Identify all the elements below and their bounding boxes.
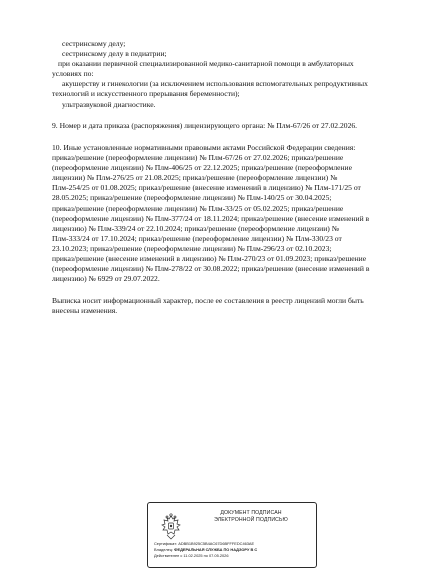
activity-list: [52, 39, 398, 110]
other-info-line: (переоформление лицензии) № Плм-406/25 от 22.12.2025; приказ/решение (переоформление: [52, 163, 352, 173]
owner-value: ФЕДЕРАЛЬНАЯ СЛУЖБА ПО НАДЗОРУ В С: [174, 547, 258, 553]
activity-line: технологий и искусственного прерывания беременности);: [52, 89, 240, 99]
stamp-title: [192, 510, 310, 524]
other-info-line: Плм-333/24 от 17.10.2024; приказ/решение (переоформление лицензии) № Плм-330/23 от: [52, 233, 342, 243]
certificate-value: ADBB1B925C5B4AC67D6BFFFEDC463AE: [178, 541, 255, 546]
other-info-line: приказ/решение (внесение изменений в лицензию) № Плм-270/23 от 01.09.2023; приказ/решение: [52, 254, 367, 264]
other-info-line: 23.10.2023; приказ/решение (переоформление лицензии) № Плм-296/23 от 02.10.2023;: [52, 243, 332, 253]
activity-line: акушерству и гинекологии (за исключением использования вспомогательных репродуктивных: [62, 79, 368, 89]
other-info-line: (переоформление лицензии) № Плм-377/24 от 18.11.2024; приказ/решение (внесение изменений в: [52, 213, 370, 223]
certificate-label: Сертификат:: [154, 541, 178, 546]
stamp-details: [154, 541, 312, 559]
validity-row: Действителен с 11.02.2025 по 07.05.2026: [154, 553, 229, 559]
other-info-section: [52, 143, 398, 284]
activity-line: условиях по:: [52, 69, 94, 79]
coat-of-arms-icon: [158, 513, 184, 543]
other-info-line: (переоформление лицензии) № Плм-278/22 от 30.08.2022; приказ/решение (внесение изменений в: [52, 264, 370, 274]
other-info-line: приказ/решение (переоформление лицензии) № Плм-33/25 от 05.02.2025; приказ/решение: [52, 203, 344, 213]
activity-line: при оказании первичной специализированной медико-санитарной помощи в амбулаторных: [58, 59, 354, 69]
order-number-text: 9. Номер и дата приказа (распоряжения) лицензирующего органа: № Плм-67/26 от 27.02.2026.: [52, 121, 358, 130]
activity-line: ультразвуковой диагностике.: [62, 99, 156, 109]
other-info-line: Плм-254/25 от 01.08.2025; приказ/решение (внесение изменений в лицензию) № Плм-171/25 от: [52, 183, 361, 193]
other-info-line: лицензию) № Плм-339/24 от 22.10.2024; приказ/решение (переоформление лицензии) №: [52, 223, 339, 233]
other-info-line: приказ/решение (переоформление лицензии) № Плм-67/26 от 27.02.2026; приказ/решение: [52, 153, 344, 163]
other-info-line: лицензию) № 6929 от 29.07.2022.: [52, 274, 160, 284]
stamp-title-line: ЭЛЕКТРОННОЙ ПОДПИСЬЮ: [214, 517, 288, 523]
other-info-line: 28.05.2025; приказ/решение (переоформление лицензии) № Плм-140/25 от 30.04.2025;: [52, 193, 332, 203]
activity-line: сестринскому делу в педиатрии;: [62, 49, 167, 59]
stamp-title-line: ДОКУМЕНТ ПОДПИСАН: [220, 510, 282, 516]
order-number-section: [52, 121, 398, 131]
electronic-signature-stamp: [147, 502, 317, 568]
other-info-line: 10. Иные установленные нормативными правовыми актами Российской Федерации сведения:: [52, 143, 356, 152]
disclaimer-line: Выписка носит информационный характер, после ее составления в реестр лицензий могли быть: [52, 296, 364, 305]
other-info-line: лицензии) № Плм-276/25 от 21.08.2025; приказ/решение (переоформление лицензии) №: [52, 173, 338, 183]
owner-label: Владелец:: [154, 547, 174, 553]
activity-line: сестринскому делу;: [62, 39, 126, 48]
disclaimer-line: внесены изменения.: [52, 306, 118, 316]
disclaimer: [52, 296, 398, 316]
